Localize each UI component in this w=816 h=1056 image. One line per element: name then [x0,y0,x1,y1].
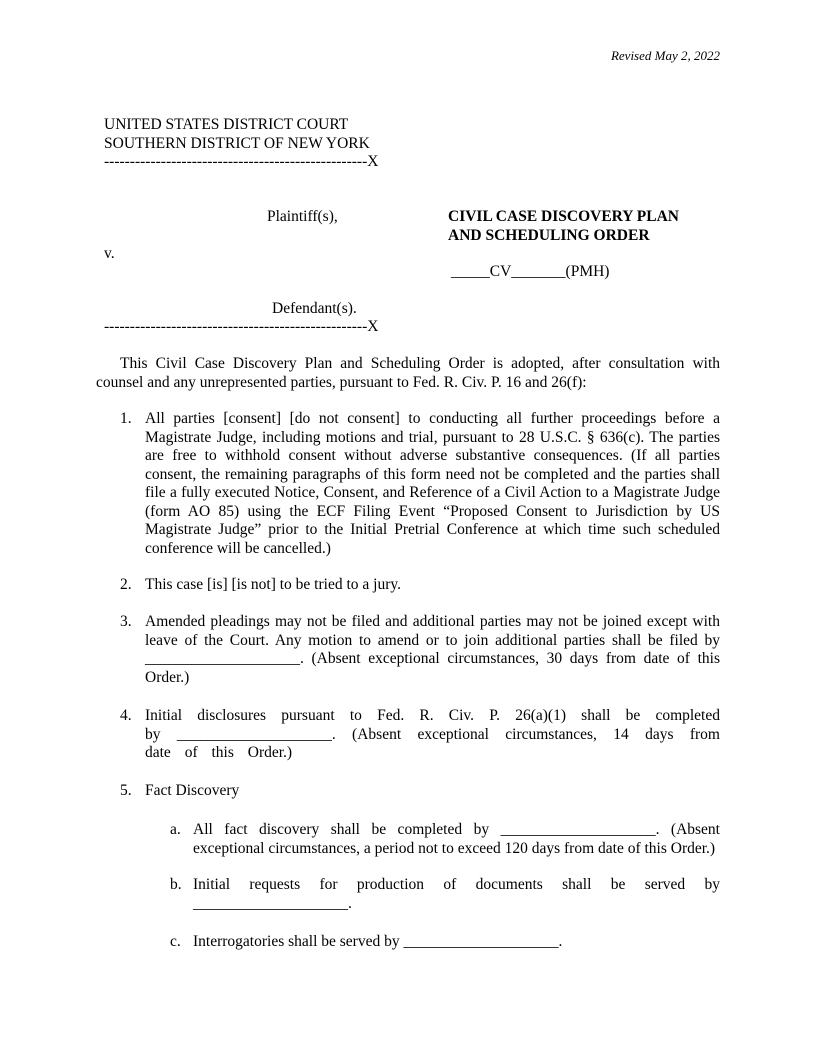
sub-list-item [170,821,720,858]
caption-divider-bottom: ---------------------------------------------------X [104,318,379,335]
item-number: 5. [120,782,132,799]
revision-date: Revised May 2, 2022 [610,48,720,63]
list-item [120,410,720,558]
item-text: All parties [consent] [do not consent] to conducting all further proceedings before a Magistrate Judge, including motions and trial, pursuant to 28 U.S.C. § 636(c). The parties are free to withhold consent without adverse substantive consequences. (If all parties consent, the remaining paragraphs of this form need not be completed and the parties shall file a fully executed Notice, Consent, and Reference of a Civil Action to a Magistrate Judge (form AO 85) using the ECF Filing Event “Proposed Consent to Jurisdiction by US Magistrate Judge” prior to the Initial Pretrial Conference at which time such scheduled conference will be cancelled.) [145,410,720,557]
plaintiff-label: Plaintiff(s), [267,208,338,225]
versus-label: v. [104,245,115,262]
court-name-line1: UNITED STATES DISTRICT COURT [104,116,349,133]
intro-paragraph: This Civil Case Discovery Plan and Scheduling Order is adopted, after consultation with counsel and any unrepresented parties, pursuant to Fed. R. Civ. P. 16 and 26(f): [96,355,720,391]
sub-item-text: Initial requests for production of documents shall be served by ____________________. [193,876,720,912]
sub-item-text: Interrogatories shall be served by ____________________. [193,933,563,950]
defendant-label: Defendant(s). [272,300,357,317]
sub-list-item [170,876,720,913]
item-text: Amended pleadings may not be filed and additional parties may not be joined except with leave of the Court. Any motion to amend or to join additional parties shall be filed by ____________________. (Absent exceptional circumstances, 30 days from date of this Order.) [145,613,720,686]
document-title [448,208,679,245]
item-number: 1. [120,410,132,427]
case-number-field: _____CV_______(PMH) [451,263,610,280]
item-number: 2. [120,576,132,593]
caption-divider-top: ---------------------------------------------------X [104,153,379,170]
item-number: 3. [120,613,132,630]
court-heading [104,116,378,172]
title-line2: AND SCHEDULING ORDER [448,226,650,244]
item-number: 4. [120,707,132,724]
list-item [120,707,720,763]
item-text: This case [is] [is not] to be tried to a jury. [145,576,401,593]
sub-item-letter: b. [170,876,182,893]
sub-item-letter: a. [170,821,181,838]
list-item [120,576,720,595]
court-name-line2: SOUTHERN DISTRICT OF NEW YORK [104,134,370,152]
sub-item-text: All fact discovery shall be completed by ____________________. (Absent exceptional circumstances, a period not to exceed 120 days from date of this Order.) [193,821,720,857]
item-text: Initial disclosures pursuant to Fed. R. Civ. P. 26(a)(1) shall be completed by ____________________. (Absent exceptional circumstances, 14 days from date of this Order.) [145,707,720,761]
sub-list-item [170,933,720,952]
item-text: Fact Discovery [145,782,240,799]
title-line1: CIVIL CASE DISCOVERY PLAN [448,208,679,225]
sub-item-letter: c. [170,933,181,950]
list-item [120,782,720,801]
list-item [120,613,720,687]
